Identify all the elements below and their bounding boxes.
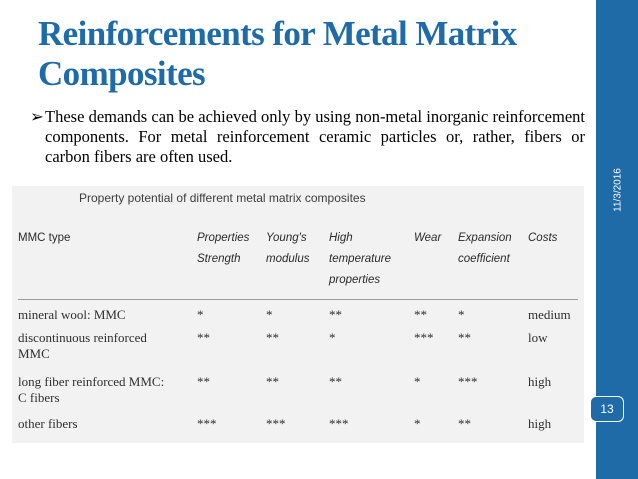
table-cell: *** — [266, 416, 286, 431]
table-cell: ** — [197, 330, 210, 345]
header-expansion-coefficient: Expansion coefficient — [458, 232, 512, 265]
arrow-bullet-icon: ➢ — [30, 107, 44, 126]
header-mmc-type: MMC type — [18, 232, 71, 244]
header-divider — [18, 299, 578, 300]
table-cell: ** — [329, 307, 342, 322]
header-high-temperature: High temperature properties — [329, 232, 392, 286]
bullet-point — [30, 107, 585, 167]
slide-date: 11/3/2016 — [612, 168, 624, 212]
table-cell: * — [414, 374, 421, 389]
table-row-type: long fiber reinforced MMC: C fibers — [18, 374, 165, 405]
table-cell: * — [458, 307, 465, 322]
table-cell: *** — [197, 416, 217, 431]
table-row-type: discontinuous reinforced MMC — [18, 330, 147, 361]
table-row-type: mineral wool: MMC — [18, 307, 126, 322]
table-cell: * — [329, 330, 336, 345]
table-figure — [12, 186, 584, 443]
bullet-text: These demands can be achieved only by using non-metal inorganic reinforcement components. For metal reinforcement ceramic particles or, rather, fibers or carbon fibers are often used. — [45, 107, 585, 166]
table-row-type: other fibers — [18, 416, 78, 431]
table-cell: medium — [528, 307, 571, 322]
table-cell: * — [197, 307, 204, 322]
table-cell: high — [528, 374, 552, 389]
header-wear: Wear — [414, 232, 442, 244]
table-cell: ** — [197, 374, 210, 389]
title-line-1: Reinforcements for Metal Matrix — [38, 14, 517, 53]
table-cell: *** — [458, 374, 478, 389]
header-strength: Properties Strength — [197, 232, 250, 265]
table-cell: * — [414, 416, 421, 431]
table-cell: ** — [414, 307, 427, 322]
table-cell: *** — [414, 330, 434, 345]
table-cell: high — [528, 416, 552, 431]
table-cell: low — [528, 330, 548, 345]
table-cell: ** — [458, 416, 471, 431]
table-cell: * — [266, 307, 273, 322]
table-cell: ** — [266, 374, 279, 389]
header-youngs-modulus: Young's modulus — [266, 232, 310, 265]
table-cell: ** — [458, 330, 471, 345]
slide-title — [38, 14, 578, 94]
table-cell: ** — [329, 374, 342, 389]
title-line-2: Composites — [38, 54, 206, 93]
table-cell: *** — [329, 416, 349, 431]
table-cell: ** — [266, 330, 279, 345]
header-costs: Costs — [528, 232, 558, 244]
page-number: 13 — [590, 396, 624, 422]
table-caption: Property potential of different metal matrix composites — [79, 191, 366, 205]
